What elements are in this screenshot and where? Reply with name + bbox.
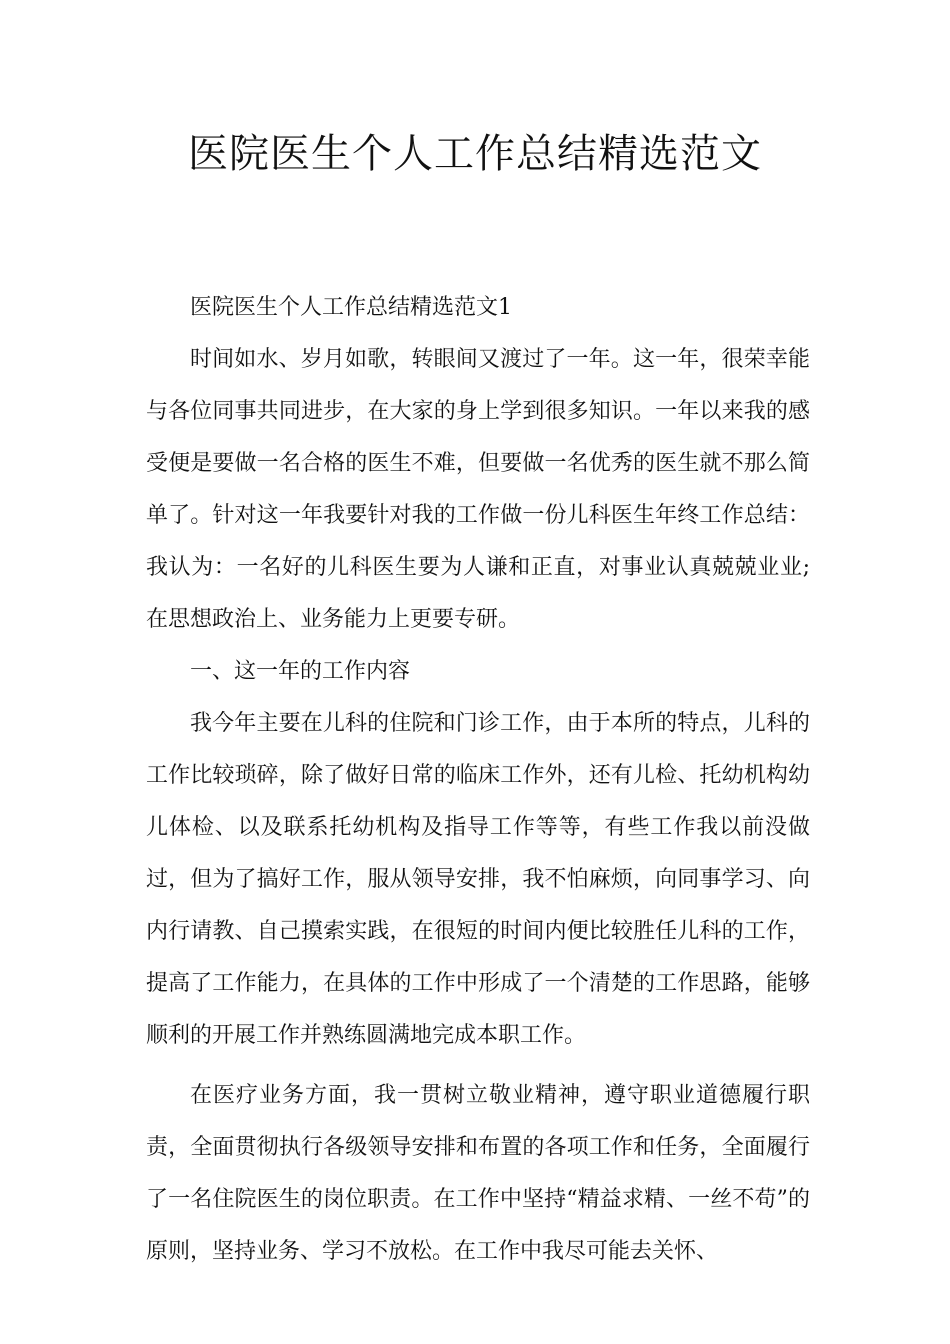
paragraph-work-content: 我今年主要在儿科的住院和门诊工作，由于本所的特点，儿科的工作比较琐碎，除了做好日常的临床工作外，还有儿检、托幼机构幼儿体检、以及联系托幼机构及指导工作等等，有些工作我以前没做过，但为了搞好工作，服从领导安排，我不怕麻烦，向同事学习、向内行请教、自己摸索实践，在很短的时间内便比较胜任儿科的工作，提高了工作能力，在具体的工作中形成了一个清楚的工作思路，能够顺利的开展工作并熟练圆满地完成本职工作。 bbox=[146, 711, 810, 1048]
paragraph-intro: 时间如水、岁月如歌，转眼间又渡过了一年。这一年，很荣幸能与各位同事共同进步，在大家的身上学到很多知识。一年以来我的感受便是要做一名合格的医生不难，但要做一名优秀的医生就不那么简单了。针对这一年我要针对我的工作做一份儿科医生年终工作总结：我认为：一名好的儿科医生要为人谦和正直，对事业认真兢兢业业;在思想政治上、业务能力上更要专研。 bbox=[146, 347, 810, 632]
section-heading: 医院医生个人工作总结精选范文1 bbox=[190, 295, 512, 320]
document-title: 医院医生个人工作总结精选范文 bbox=[188, 131, 762, 177]
subheading-work-content: 一、这一年的工作内容 bbox=[190, 659, 411, 684]
document-body bbox=[146, 282, 810, 1278]
paragraph-medical-business: 在医疗业务方面，我一贯树立敬业精神，遵守职业道德履行职责，全面贯彻执行各级领导安排和布置的各项工作和任务，全面履行了一名住院医生的岗位职责。在工作中坚持“精益求精、一丝不苟”的原则，坚持业务、学习不放松。在工作中我尽可能去关怀、 bbox=[146, 1083, 810, 1264]
